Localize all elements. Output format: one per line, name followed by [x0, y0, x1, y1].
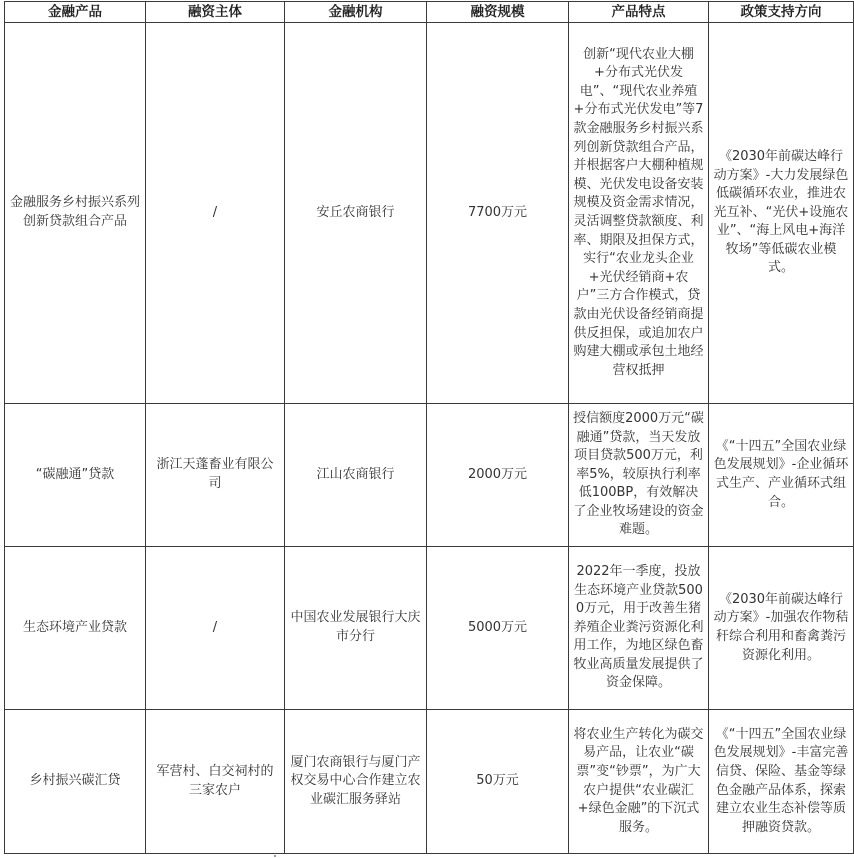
cell-product: 金融服务乡村振兴系列创新贷款组合产品 — [5, 23, 146, 404]
cell-features: 授信额度2000万元“碳融通”贷款，当天发放项目贷款500万元，利率5%，较原执行利率低100BP，有效解决了企业牧场建设的资金难题。 — [569, 404, 709, 547]
cell-institution: 厦门农商银行与厦门产权交易中心合作建立农业碳汇服务驿站 — [285, 710, 427, 854]
cell-institution: 安丘农商银行 — [285, 23, 427, 404]
table-row — [5, 23, 854, 404]
table-row — [5, 710, 854, 854]
cell-borrower: 军营村、白交祠村的三家农户 — [146, 710, 285, 854]
header-policy: 政策支持方向 — [709, 2, 854, 23]
header-row — [5, 2, 854, 23]
header-scale: 融资规模 — [427, 2, 569, 23]
cell-policy: 《2030年前碳达峰行动方案》-大力发展绿色低碳循环农业，推进农光互补、“光伏+设施农业”、“海上风电+海洋牧场”等低碳农业模式。 — [709, 23, 854, 404]
cell-scale: 7700万元 — [427, 23, 569, 404]
table-row — [5, 404, 854, 547]
green-finance-products-table — [4, 1, 854, 854]
cell-policy: 《“十四五”全国农业绿色发展规划》-丰富完善信贷、保险、基金等绿色金融产品体系，探索建立农业生态补偿等质押融资贷款。 — [709, 710, 854, 854]
cell-institution: 江山农商银行 — [285, 404, 427, 547]
cell-features: 2022年一季度，投放生态环境产业贷款5000万元，用于改善生猪养殖企业粪污资源化利用工作，为地区绿色畜牧业高质量发展提供了资金保障。 — [569, 547, 709, 710]
cell-features: 将农业生产转化为碳交易产品，让农业“碳票”变“钞票”，为广大农户提供“农业碳汇+绿色金融”的下沉式服务。 — [569, 710, 709, 854]
cell-borrower: / — [146, 547, 285, 710]
header-borrower: 融资主体 — [146, 2, 285, 23]
header-features: 产品特点 — [569, 2, 709, 23]
cell-scale: 50万元 — [427, 710, 569, 854]
cell-product: 乡村振兴碳汇贷 — [5, 710, 146, 854]
cell-features: 创新“现代农业大棚+分布式光伏发电”、“现代农业养殖+分布式光伏发电”等7款金融服务乡村振兴系列创新贷款组合产品，并根据客户大棚种植规模、光伏发电设备安装规模及资金需求情况，灵活调整贷款额度、利率、期限及担保方式，实行“农业龙头企业+光伏经销商+农户”三方合作模式，贷款由光伏设备经销商提供反担保，或追加农户购建大棚或承包土地经营权抵押 — [569, 23, 709, 404]
table-row — [5, 547, 854, 710]
cell-borrower: / — [146, 23, 285, 404]
cell-policy: 《2030年前碳达峰行动方案》-加强农作物秸秆综合利用和畜禽粪污资源化利用。 — [709, 547, 854, 710]
header-institution: 金融机构 — [285, 2, 427, 23]
cell-scale: 5000万元 — [427, 547, 569, 710]
cell-institution: 中国农业发展银行大庆市分行 — [285, 547, 427, 710]
header-product: 金融产品 — [5, 2, 146, 23]
cell-scale: 2000万元 — [427, 404, 569, 547]
stray-dot — [274, 855, 276, 857]
cell-product: 生态环境产业贷款 — [5, 547, 146, 710]
cell-product: “碳融通”贷款 — [5, 404, 146, 547]
cell-policy: 《“十四五”全国农业绿色发展规划》-企业循环式生产、产业循环式组合。 — [709, 404, 854, 547]
cell-borrower: 浙江天蓬畜业有限公司 — [146, 404, 285, 547]
